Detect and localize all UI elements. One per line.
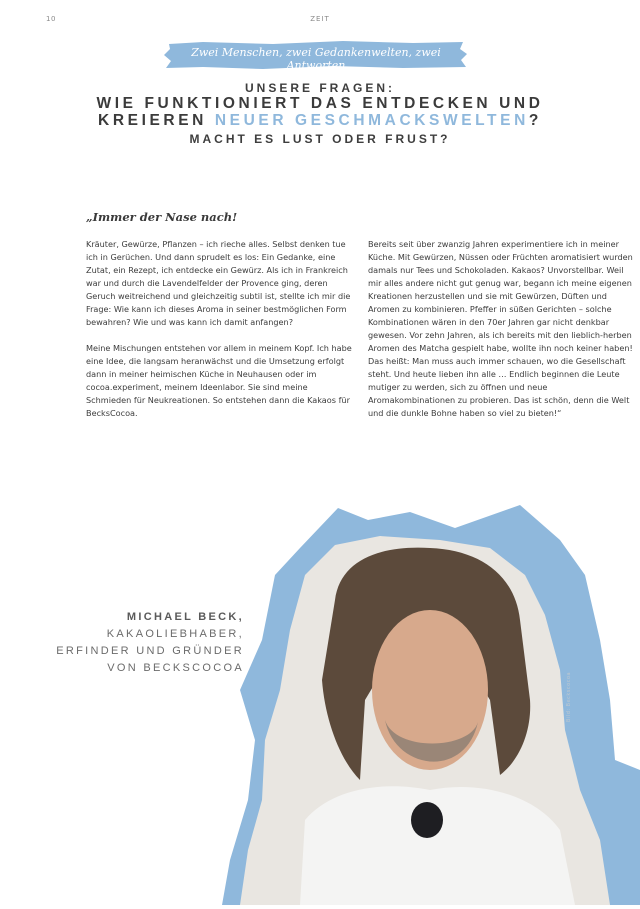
person-role: KAKAOLIEBHABER,	[106, 628, 244, 640]
microphone	[411, 802, 443, 838]
quote-title: „Immer der Nase nach!	[86, 210, 238, 224]
body-paragraph: Bereits seit über zwanzig Jahren experimentiere ich in meiner Küche. Mit Gewürzen, Nüssen oder Früchten aromatisiert wurden damals nur Tees und Schokoladen. Kakaos? Unvorstellbar. Weil mir alles andere nicht gut genug war, begann ich meine eigenen Kreationen herzustellen und sie mit Gewürzen, Düften und Aromen zu kombinieren. Pfeffer in süßen Gerichten – solche Kombinationen wären in den 70er Jahren gar nicht denkbar gewesen. Vor zehn Jahren, als ich bereits mit den lieblich-herben Aromen des Matcha gespielt habe, wollte ihn noch keiner haben! Das heißt: Man muss auch immer schauen, wo die Gesellschaft steht. Und heute lieben ihn alle … Endlich beginnen die Leute mutiger zu werden, sich zu öffnen und neue Aromakombinationen zu probieren. Das ist schön, denn die Welt und die dunkle Bohne haben so viel zu bieten!“	[368, 239, 633, 418]
person-name: MICHAEL BECK,	[126, 611, 244, 623]
headline-line-1: WIE FUNKTIONIERT DAS ENTDECKEN UND	[96, 95, 544, 112]
page-number: 10	[46, 15, 56, 23]
section-label: ZEIT	[310, 15, 330, 23]
headline-line-2-end: ?	[528, 112, 542, 129]
body-paragraph: Meine Mischungen entstehen vor allem in meinem Kopf. Ich habe eine Idee, die langsam heranwächst und die Umsetzung erfolgt dann in meiner heimischen Küche in Neuhausen oder im cocoa.experiment, meinem Ideenlabor. Sie sind meine Schmieden für Neukreationen. So entstehen dann die Kakaos für BecksCocoa.	[86, 343, 352, 418]
person-role: VON BECKSCOCOA	[107, 662, 244, 674]
body-paragraph: Kräuter, Gewürze, Pflanzen – ich rieche alles. Selbst denken tue ich in Gerüchen. Und dann sprudelt es los: Ein Gedanke, eine Zutat, ein Rezept, ich entdecke ein Gewürz. Als ich in Frankreich war und durch die Lavendelfelder der Provence ging, deren Geruch weitreichend und gleichzeitig subtil ist, stellte ich mir die Frage: Wie kann ich dieses Aroma in seiner bestmöglichen Form bewahren? Wie und was kann ich damit anfangen?	[86, 239, 351, 327]
person-role: ERFINDER UND GRÜNDER	[56, 645, 244, 657]
banner-text: Zwei Menschen, zwei Gedankenwelten, zwei Antworten	[191, 46, 441, 72]
question-kicker: UNSERE FRAGEN:	[244, 81, 395, 95]
headline-line-2-start: KREIEREN	[98, 112, 215, 129]
photo-credit: Bild: Beckscocoa	[566, 671, 572, 722]
headline-accent: NEUER GESCHMACKSWELTEN	[214, 112, 529, 129]
headline-line-3: MACHT ES LUST ODER FRUST?	[189, 132, 451, 146]
